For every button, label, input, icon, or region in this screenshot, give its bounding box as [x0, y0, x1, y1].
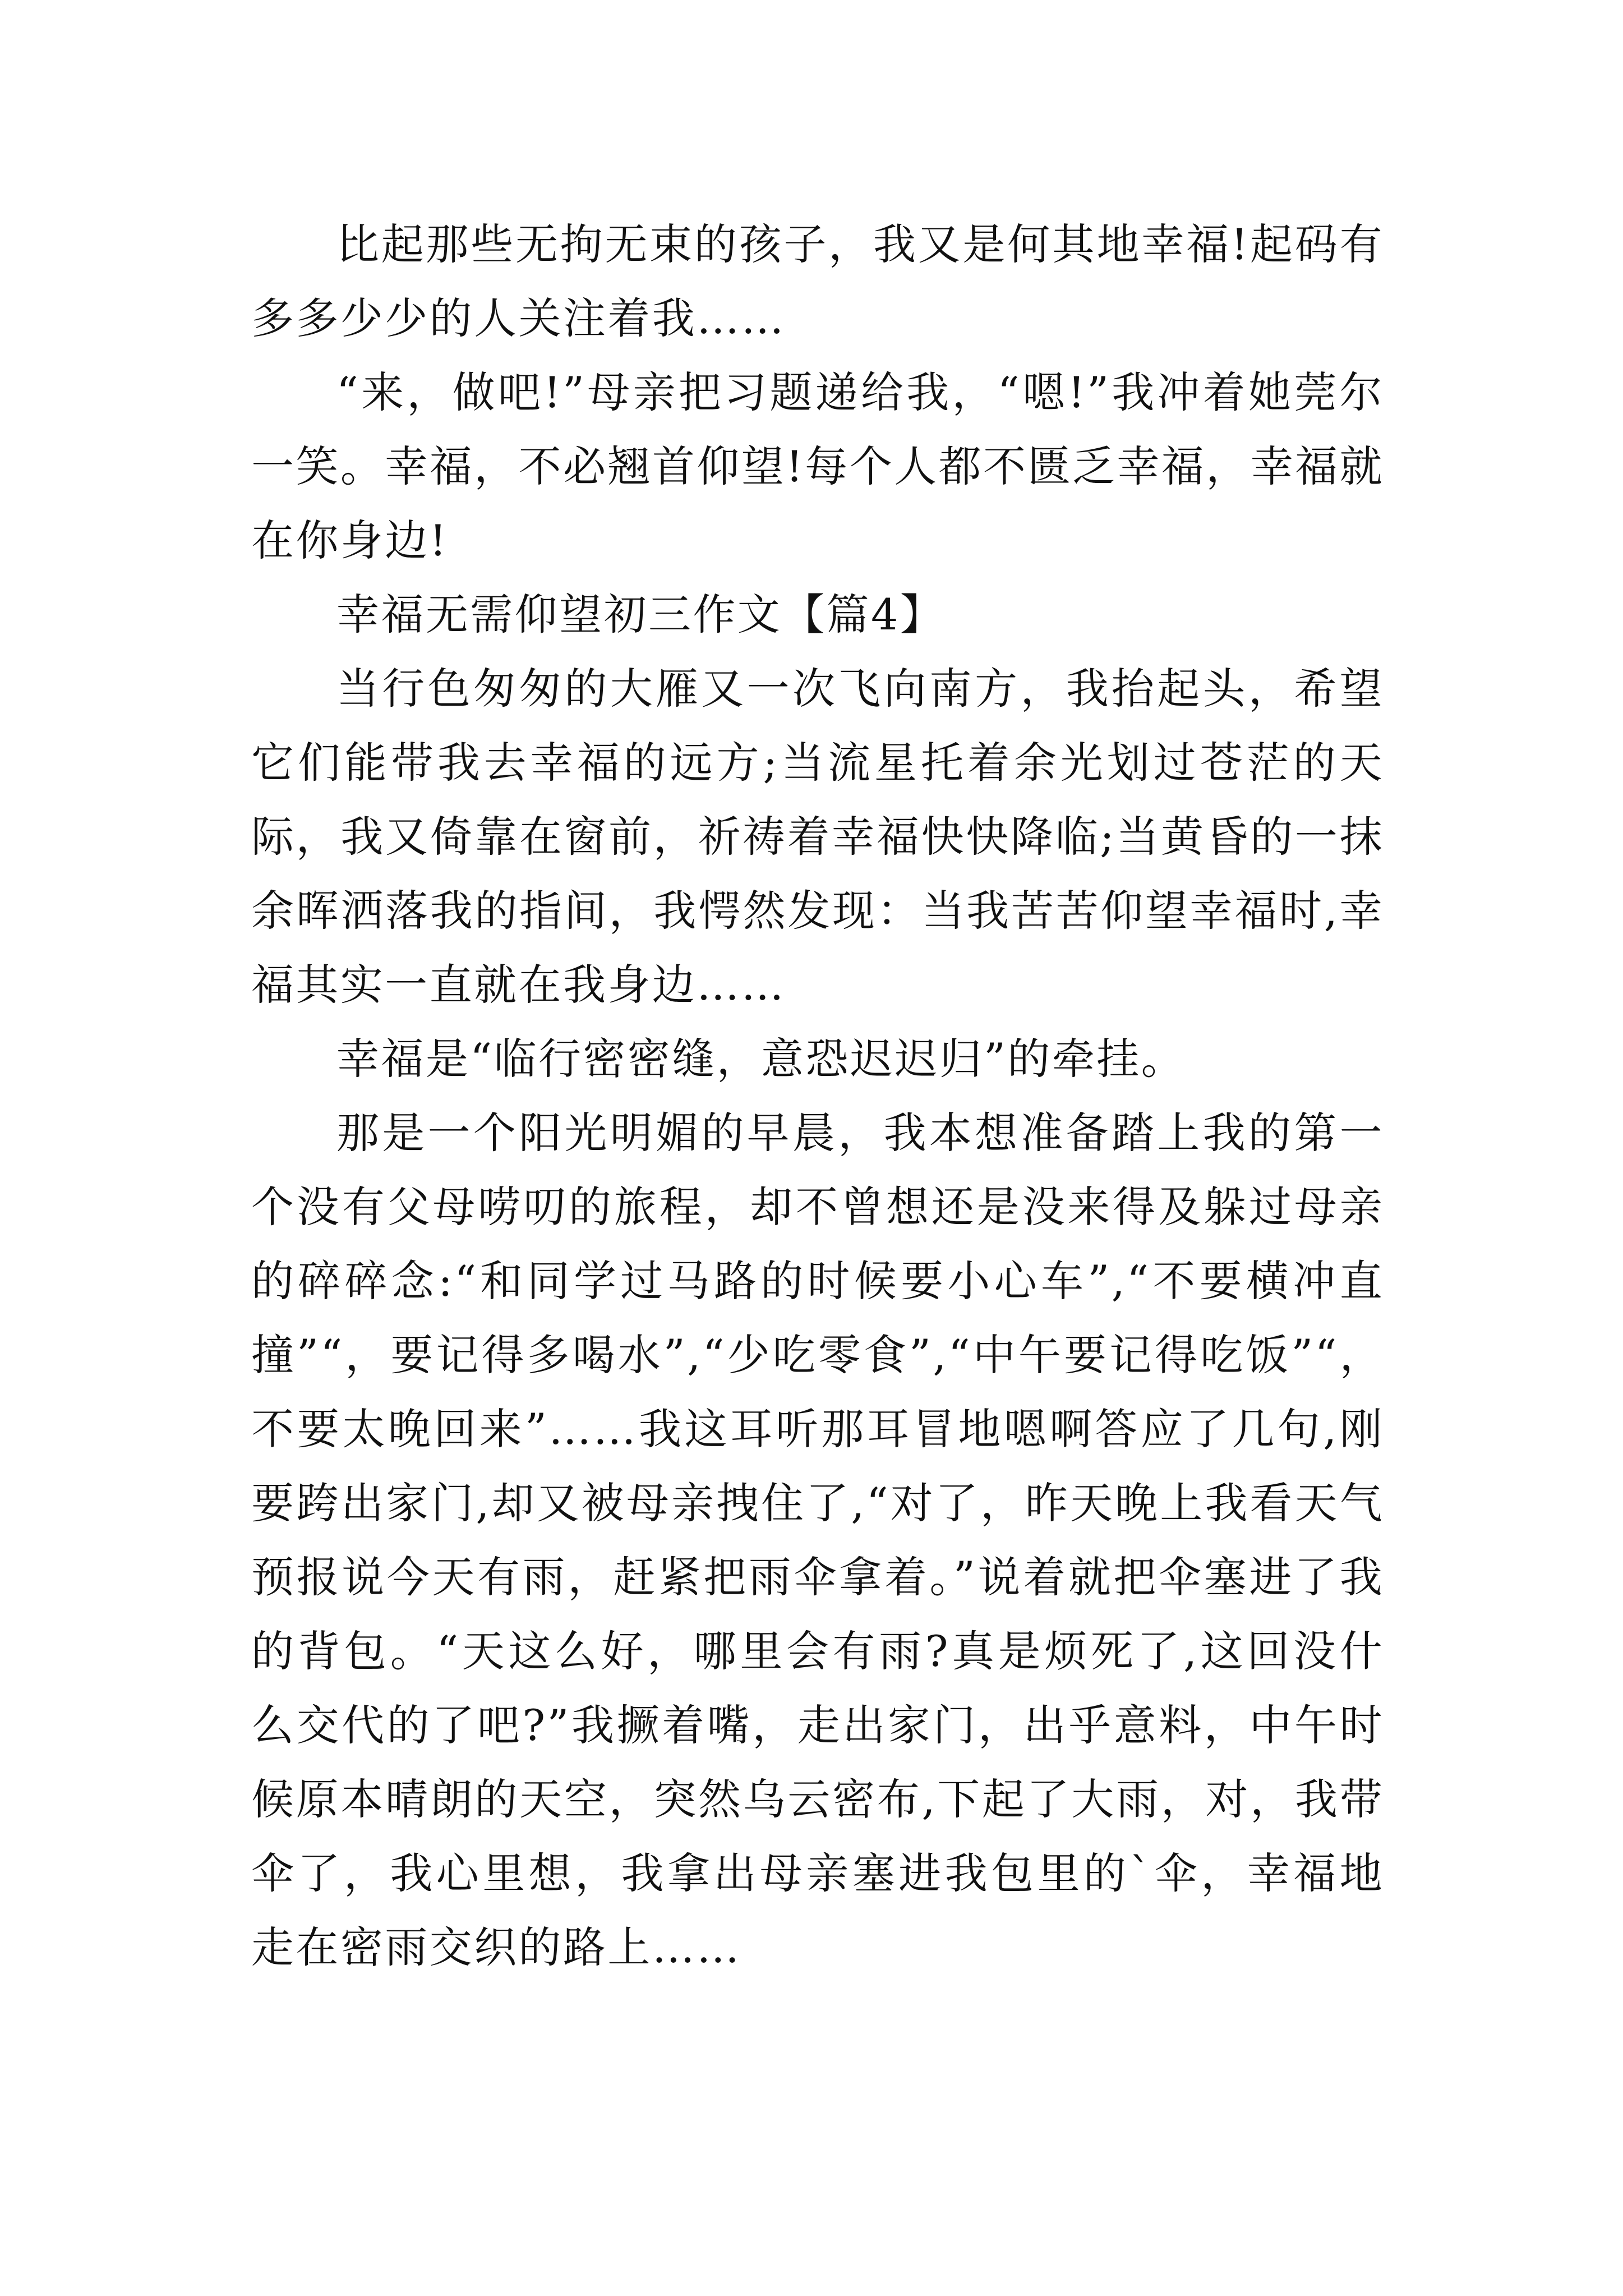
paragraph-2: “来，做吧!”母亲把习题递给我，“嗯!”我冲着她莞尔一笑。幸福，不必翘首仰望!每个人都不匮乏幸福，幸福就在你身边! — [251, 367, 1384, 565]
paragraph-4: 幸福是“临行密密缝，意恐迟迟归”的牵挂。 — [336, 1034, 1186, 1084]
section-heading: 幸福无需仰望初三作文【篇4】 — [336, 590, 945, 639]
paragraph-3: 当行色匆匆的大雁又一次飞向南方，我抬起头，希望它们能带我去幸福的远方;当流星托着余光划过苍茫的天际，我又倚靠在窗前，祈祷着幸福快快降临;当黄昏的一抹余晖洒落我的指间，我愕然发现：当我苦苦仰望幸福时,幸福其实一直就在我身边…… — [251, 664, 1384, 1010]
paragraph-1: 比起那些无拘无束的孩子，我又是何其地幸福!起码有多多少少的人关注着我…… — [251, 219, 1384, 343]
essay-body — [251, 208, 1384, 1985]
paragraph-5: 那是一个阳光明媚的早晨，我本想准备踏上我的第一个没有父母唠叨的旅程，却不曾想还是没来得及躲过母亲的碎碎念:“和同学过马路的时候要小心车”,“不要横冲直撞”“，要记得多喝水”,“少吃零食”,“中午要记得吃饭”“，不要太晚回来”……我这耳听那耳冒地嗯啊答应了几句,刚要跨出家门,却又被母亲拽住了,“对了，昨天晚上我看天气预报说今天有雨，赶紧把雨伞拿着。”说着就把伞塞进了我的背包。“天这么好，哪里会有雨?真是烦死了,这回没什么交代的了吧?”我撅着嘴，走出家门，出乎意料，中午时候原本晴朗的天空，突然乌云密布,下起了大雨，对，我带伞了，我心里想，我拿出母亲塞进我包里的`伞，幸福地走在密雨交织的路上…… — [251, 1108, 1384, 1972]
